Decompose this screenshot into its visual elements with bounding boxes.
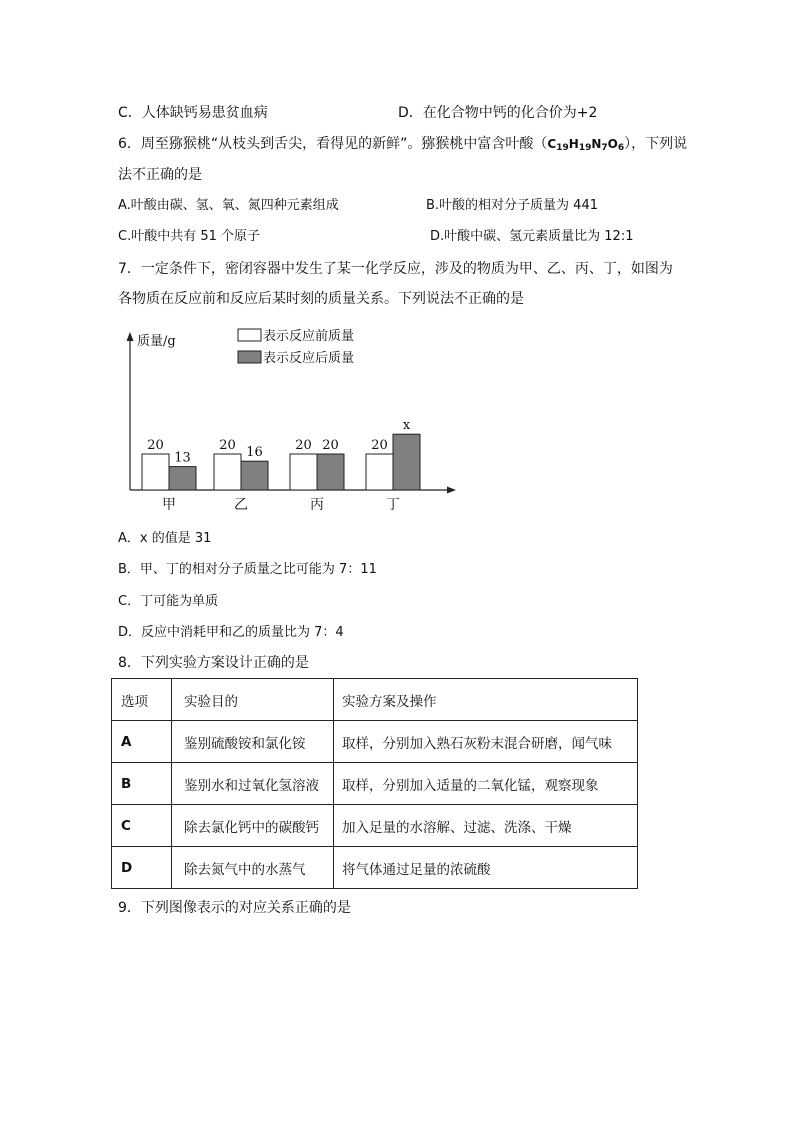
x-tick-label: 甲 (162, 497, 176, 513)
chart-legend (238, 328, 354, 366)
table-header-cell: 实验目的 (172, 679, 334, 721)
bar-label-after-3: 20 (322, 438, 339, 453)
bar-after-3 (317, 454, 344, 490)
bar-label-after-2: 16 (246, 445, 263, 461)
q6-option-b: B.叶酸的相对分子质量为 441 (426, 198, 598, 213)
bar-label-after-1: 13 (174, 450, 191, 466)
bar-before-2 (214, 454, 241, 490)
chart-bars (142, 418, 420, 513)
q8-stem: 8．下列实验方案设计正确的是 (118, 655, 309, 671)
legend-swatch-after (238, 351, 261, 363)
bar-after-1 (169, 467, 196, 490)
q6-stem-part2: ），下列说 (624, 136, 688, 152)
table-row (112, 721, 638, 763)
table-cell-method: 取样，分别加入熟石灰粉末混合研磨，闻气味 (334, 721, 638, 763)
q7-stem-line2: 各物质在反应前和反应后某时刻的质量关系。下列说法不正确的是 (118, 291, 524, 307)
x-tick-label: 丁 (386, 497, 400, 513)
q6-option-d: D.叶酸中碳、氢元素质量比为 12:1 (430, 229, 634, 244)
q6-stem-line1 (118, 134, 687, 158)
q7-stem-line1: 7．一定条件下，密闭容器中发生了某一化学反应，涉及的物质为甲、乙、丙、丁，如图为 (118, 261, 673, 277)
table-cell-option: A (112, 721, 172, 763)
legend-label-after: 表示反应后质量 (263, 351, 355, 366)
bar-label-before-3: 20 (295, 438, 312, 453)
table-cell-purpose: 鉴别硫酸铵和氯化铵 (172, 721, 334, 763)
q7-option-d: D．反应中消耗甲和乙的质量比为 7：4 (118, 625, 344, 640)
table-row (112, 805, 638, 847)
experiment-table (111, 678, 638, 889)
bar-after-2 (241, 461, 268, 490)
x-tick-label: 乙 (234, 497, 248, 513)
table-header-row (112, 679, 638, 721)
table-row (112, 847, 638, 889)
table-cell-purpose: 鉴别水和过氧化氢溶液 (172, 763, 334, 805)
mass-bar-chart (110, 320, 470, 520)
legend-swatch-before (238, 329, 261, 341)
x-tick-label: 丙 (310, 497, 324, 513)
bar-before-4 (366, 454, 393, 490)
q5-option-d: D．在化合物中钙的化合价为+2 (398, 105, 598, 121)
table-cell-method: 取样，分别加入适量的二氧化锰，观察现象 (334, 763, 638, 805)
y-axis-label: 质量/g (137, 334, 176, 349)
q7-option-b: B．甲、丁的相对分子质量之比可能为 7：11 (118, 562, 377, 577)
bar-label-before-4: 20 (371, 438, 388, 453)
table-cell-option: D (112, 847, 172, 889)
q6-option-a: A.叶酸由碳、氢、氧、氮四种元素组成 (118, 198, 339, 213)
bar-label-before-1: 20 (147, 438, 164, 453)
table-cell-option: C (112, 805, 172, 847)
bar-after-4 (393, 434, 420, 490)
table-header-cell: 选项 (112, 679, 172, 721)
y-axis-arrow (127, 332, 134, 341)
bar-before-3 (290, 454, 317, 490)
bar-before-1 (142, 454, 169, 490)
table-row (112, 763, 638, 805)
q6-option-c: C.叶酸中共有 51 个原子 (118, 229, 261, 244)
table-cell-purpose: 除去氮气中的水蒸气 (172, 847, 334, 889)
q6-stem-part1: 6．周至猕猴桃“从枝头到舌尖，看得见的新鲜”。猕猴桃中富含叶酸（ (118, 136, 548, 152)
legend-label-before: 表示反应前质量 (263, 329, 355, 344)
q7-option-a: A．x 的值是 31 (118, 531, 212, 546)
x-axis-arrow (447, 487, 456, 494)
table-cell-method: 加入足量的水溶解、过滤、洗涤、干燥 (334, 805, 638, 847)
q6-stem-line2: 法不正确的是 (118, 167, 202, 183)
bar-label-after-4: x (402, 418, 411, 434)
bar-label-before-2: 20 (219, 438, 236, 453)
table-header-cell: 实验方案及操作 (334, 679, 638, 721)
table-cell-purpose: 除去氯化钙中的碳酸钙 (172, 805, 334, 847)
q6-formula: $C_{19}H_{19}N_7O_6$ (547, 137, 625, 153)
table-cell-option: B (112, 763, 172, 805)
q7-option-c: C．丁可能为单质 (118, 594, 219, 609)
q9-stem: 9．下列图像表示的对应关系正确的是 (118, 900, 351, 916)
table-cell-method: 将气体通过足量的浓硫酸 (334, 847, 638, 889)
q5-option-c: C．人体缺钙易患贫血病 (118, 105, 268, 121)
